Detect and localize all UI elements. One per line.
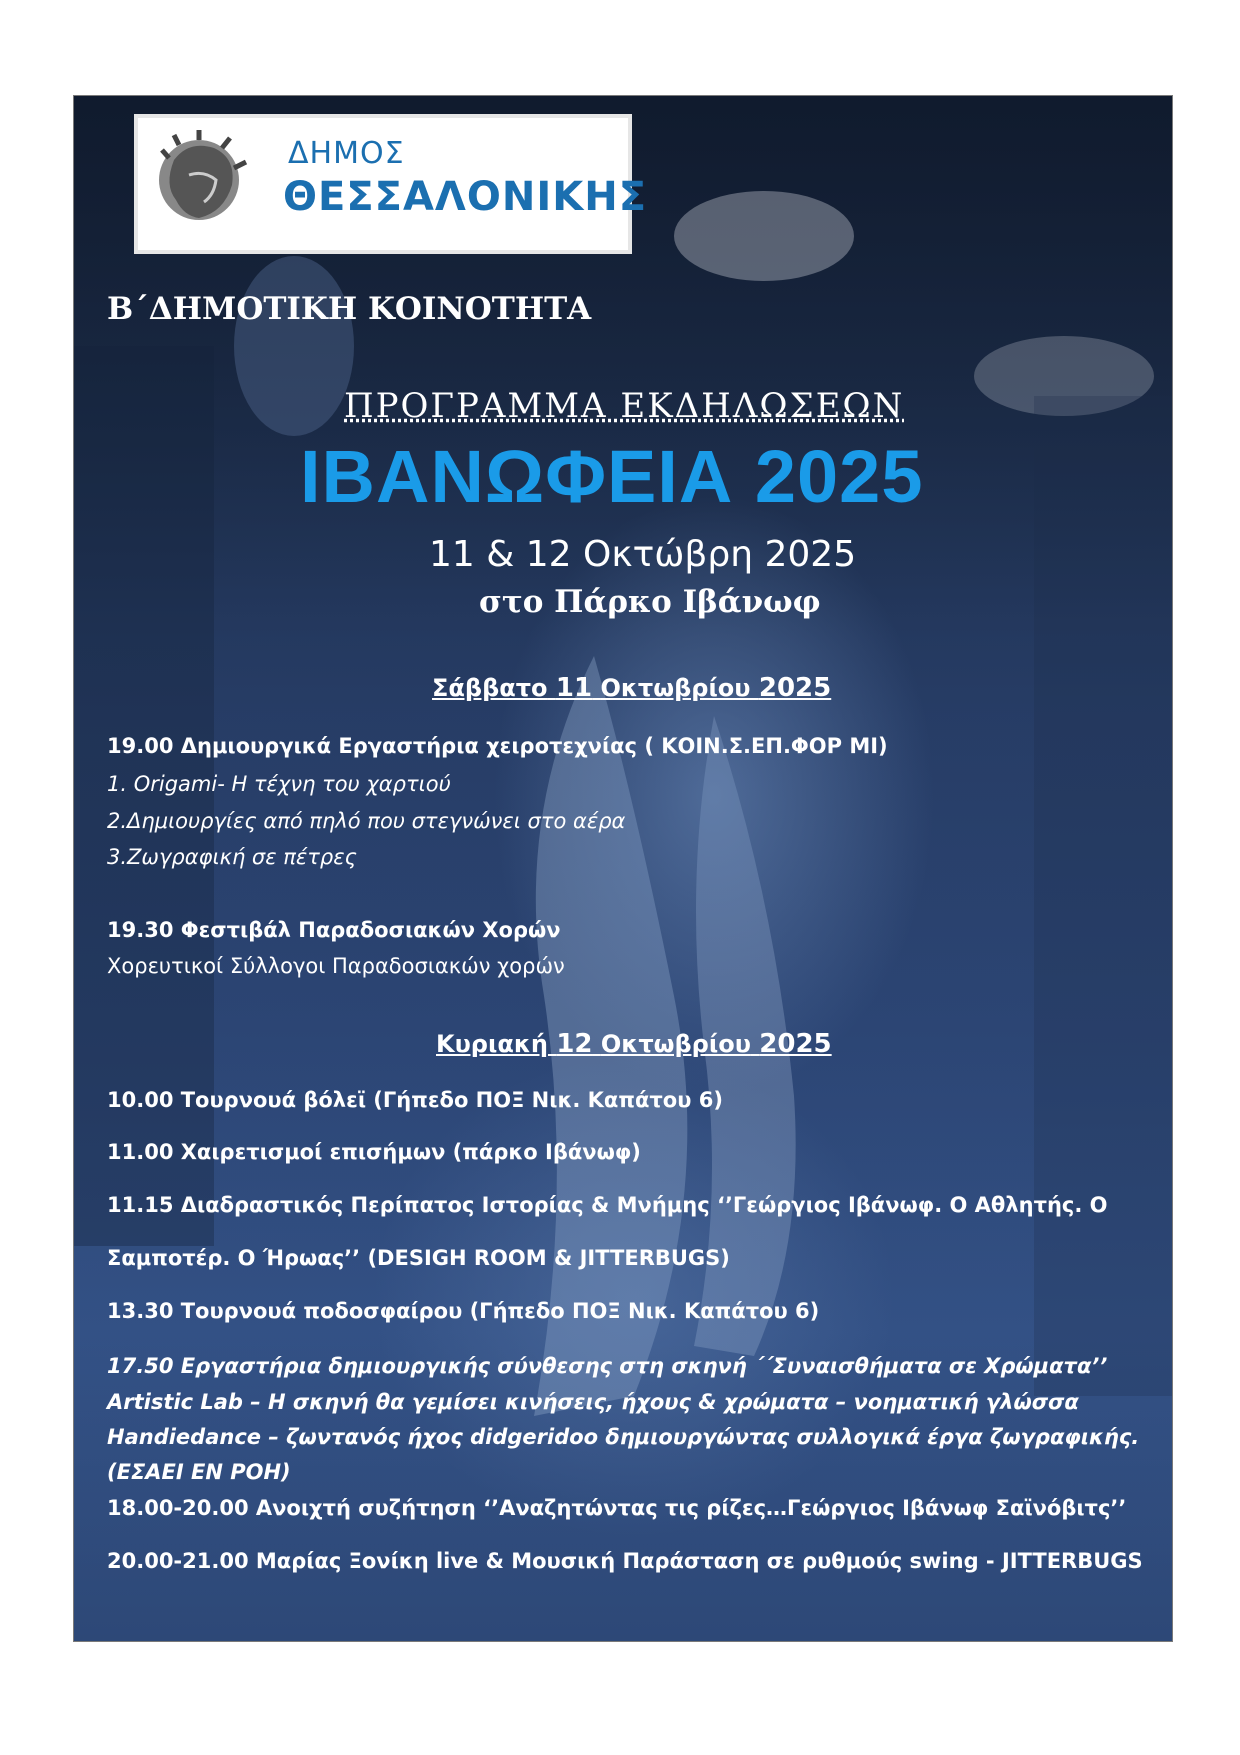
event-poster xyxy=(73,95,1173,1642)
saturday-event: 19.00 Δημιουργικά Εργαστήρια χειροτεχνίας ( ΚΟΙΝ.Σ.ΕΠ.ΦΟΡ ΜΙ) xyxy=(107,734,888,758)
saturday-event: 3.Ζωγραφική σε πέτρες xyxy=(107,845,357,869)
logo-line-1: ΔΗΜΟΣ xyxy=(288,136,405,171)
sunday-event: Σαμποτέρ. Ο Ήρωας’’ (DESIGH ROOM & JITTERBUGS) xyxy=(107,1246,730,1270)
sunday-event: Artistic Lab – Η σκηνή θα γεμίσει κινήσεις, ήχους & χρώματα – νοηματική γλώσσα xyxy=(107,1390,1079,1414)
program-heading: ΠΡΟΓΡΑΜΜΑ ΕΚΔΗΛΩΣΕΩΝ xyxy=(344,386,905,426)
logo-line-2: ΘΕΣΣΑΛΟΝΙΚΗΣ xyxy=(283,174,648,220)
saturday-event: 2.Δημιουργίες από πηλό που στεγνώνει στο αέρα xyxy=(107,809,626,833)
saturday-event: 19.30 Φεστιβάλ Παραδοσιακών Χορών xyxy=(107,918,561,942)
sunday-event: Handiedance – ζωντανός ήχος didgeridoo δημιουργώντας συλλογικά έργα ζωγραφικής. xyxy=(107,1425,1140,1449)
sunday-event: (ΕΣΑΕΙ ΕΝ ΡΟΗ) xyxy=(107,1460,291,1484)
sunday-event: 11.15 Διαδραστικός Περίπατος Ιστορίας & Μνήμης ‘’Γεώργιος Ιβάνωφ. Ο Αθλητής. Ο xyxy=(107,1193,1108,1217)
saturday-event: Χορευτικοί Σύλλογοι Παραδοσιακών χορών xyxy=(107,954,565,978)
sunday-event: 11.00 Χαιρετισμοί επισήμων (πάρκο Ιβάνωφ) xyxy=(107,1140,641,1164)
sunday-event: 17.50 Εργαστήρια δημιουργικής σύνθεσης στη σκηνή ΄΄Συναισθήματα σε Χρώματα’’ xyxy=(107,1354,1108,1378)
event-place: στο Πάρκο Ιβάνωφ xyxy=(479,584,821,620)
event-title: ΙΒΑΝΩΦΕΙΑ 2025 xyxy=(300,435,924,518)
sunday-event: 18.00-20.00 Ανοιχτή συζήτηση ‘’Αναζητώντας τις ρίζες…Γεώργιος Ιβάνωφ Σαϊνόβιτς’’ xyxy=(107,1496,1127,1520)
sunday-heading: Κυριακή 12 Οκτωβρίου 2025 xyxy=(436,1029,832,1059)
municipality-logo xyxy=(134,114,648,254)
sunday-event: 10.00 Τουρνουά βόλεϊ (Γήπεδο ΠΟΞ Νικ. Καπάτου 6) xyxy=(107,1088,723,1112)
sunday-event: 20.00-21.00 Μαρίας Ξονίκη live & Μουσική Παράσταση σε ρυθμούς swing - JITTERBUGS xyxy=(107,1549,1143,1573)
saturday-event: 1. Origami- Η τέχνη του χαρτιού xyxy=(107,772,451,796)
sunday-event: 13.30 Τουρνουά ποδοσφαίρου (Γήπεδο ΠΟΞ Νικ. Καπάτου 6) xyxy=(107,1299,820,1323)
community-heading: Β΄ΔΗΜΟΤΙΚΗ ΚΟΙΝΟΤΗΤΑ xyxy=(107,291,592,327)
event-dates: 11 & 12 Οκτώβρη 2025 xyxy=(429,534,857,575)
alexander-head-icon xyxy=(144,130,254,230)
saturday-heading: Σάββατο 11 Οκτωβρίου 2025 xyxy=(432,673,832,703)
